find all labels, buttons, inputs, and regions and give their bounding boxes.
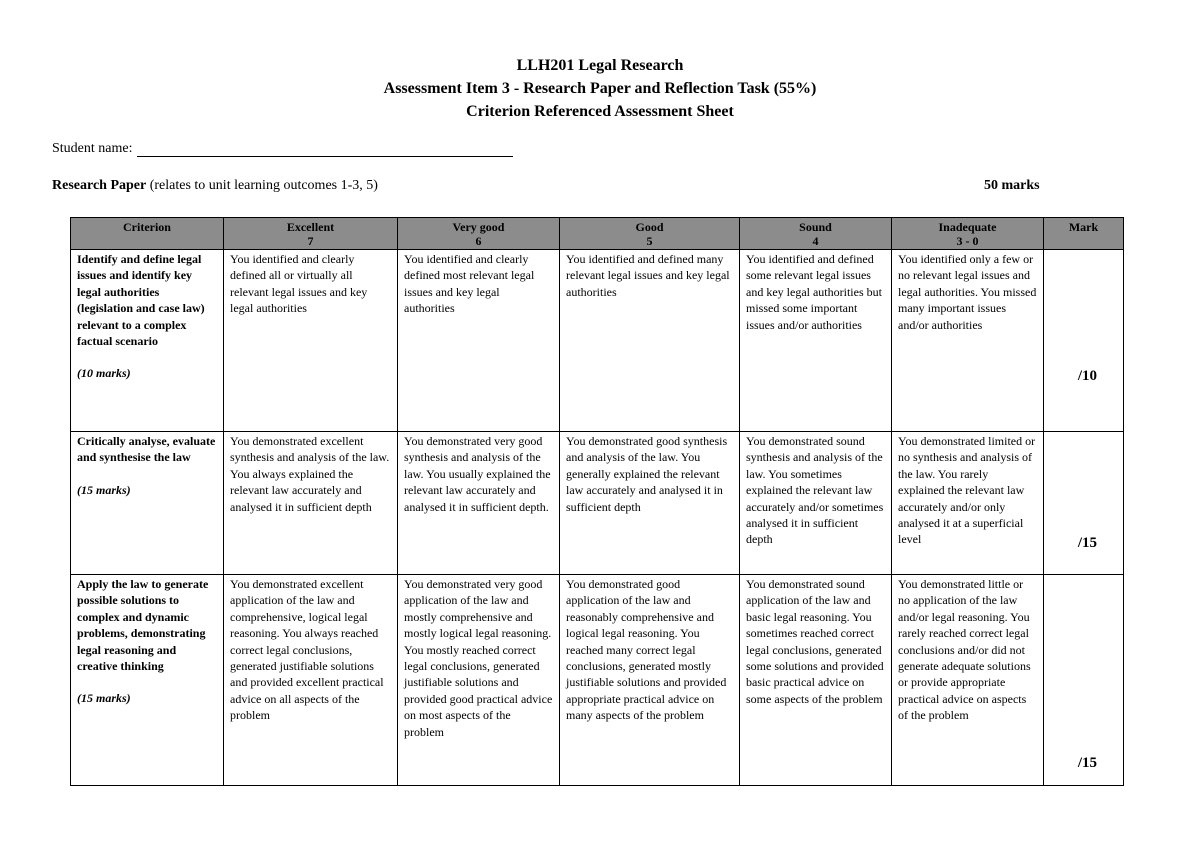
document-title xyxy=(0,54,1200,123)
excellent-cell: You demonstrated excellent synthesis and analysis of the law. You always explained the relevant law accurately and analysed it in sufficient depth xyxy=(224,432,398,575)
student-name-field xyxy=(52,141,513,157)
section-note: (relates to unit learning outcomes 1-3, 5) xyxy=(146,178,378,193)
excellent-cell: You demonstrated excellent application of the law and comprehensive, logical legal reasoning. You always reached correct legal conclusions, generated justifiable solutions and provided excellent practical advice on all aspects of the problem xyxy=(224,575,398,786)
title-line-2: Assessment Item 3 - Research Paper and Reflection Task (55%) xyxy=(383,80,817,97)
mark-cell[interactable] xyxy=(1044,575,1124,786)
mark-value: /15 xyxy=(1077,755,1097,771)
section-total-marks: 50 marks xyxy=(984,178,1040,193)
header-criterion: Criterion xyxy=(71,218,224,250)
very-good-cell: You demonstrated very good synthesis and analysis of the law. You usually explained the relevant law accurately and analysed it in sufficient depth. xyxy=(398,432,560,575)
good-cell: You identified and defined many relevant legal issues and key legal authorities xyxy=(560,250,740,432)
sound-cell: You demonstrated sound application of the law and basic legal reasoning. You sometimes reached correct legal conclusions, generated some solutions and provided basic practical advice on some aspects of the problem xyxy=(740,575,892,786)
criterion-cell: Critically analyse, evaluate and synthesise the law (15 marks) xyxy=(71,432,224,575)
table-row xyxy=(71,575,1124,786)
mark-cell[interactable] xyxy=(1044,250,1124,432)
section-heading xyxy=(52,178,378,194)
section-name: Research Paper xyxy=(52,178,147,193)
rubric-header-row xyxy=(71,218,1124,250)
header-sound: Sound 4 xyxy=(740,218,892,250)
mark-value: /15 xyxy=(1077,535,1097,551)
good-cell: You demonstrated good application of the law and reasonably comprehensive and logical legal reasoning. You reached many correct legal conclusions, generated mostly justifiable solutions and provided appropriate practical advice on many aspects of the problem xyxy=(560,575,740,786)
criterion-marks: (10 marks) xyxy=(77,366,131,381)
very-good-cell: You demonstrated very good application of the law and mostly comprehensive and mostly logical legal reasoning. You mostly reached correct legal conclusions, generated justifiable solutions and provided good practical advice on most aspects of the problem xyxy=(398,575,560,786)
inadequate-cell: You demonstrated limited or no synthesis and analysis of the law. You rarely explained the relevant law accurately and/or only analysed it at a superficial level xyxy=(892,432,1044,575)
header-mark: Mark xyxy=(1044,218,1124,250)
good-cell: You demonstrated good synthesis and analysis of the law. You generally explained the relevant law accurately and analysed it in sufficient depth xyxy=(560,432,740,575)
student-name-blank[interactable] xyxy=(137,142,513,157)
criterion-cell: Identify and define legal issues and identify key legal authorities (legislation and case law) relevant to a complex factual scenario (10 marks) xyxy=(71,250,224,432)
criterion-cell: Apply the law to generate possible solutions to complex and dynamic problems, demonstrating legal reasoning and creative thinking (15 marks) xyxy=(71,575,224,786)
header-very-good: Very good 6 xyxy=(398,218,560,250)
table-row xyxy=(71,432,1124,575)
excellent-cell: You identified and clearly defined all or virtually all relevant legal issues and key legal authorities xyxy=(224,250,398,432)
title-line-1: LLH201 Legal Research xyxy=(516,57,684,74)
inadequate-cell: You demonstrated little or no application of the law and/or legal reasoning. You rarely reached correct legal conclusions and/or did not generate adequate solutions or provide appropriate practical advice on aspects of the problem xyxy=(892,575,1044,786)
rubric-table xyxy=(70,217,1124,786)
title-line-3: Criterion Referenced Assessment Sheet xyxy=(466,103,734,120)
mark-value: /10 xyxy=(1077,368,1097,384)
sound-cell: You identified and defined some relevant legal issues and key legal authorities but missed some important issues and/or authorities xyxy=(740,250,892,432)
header-good: Good 5 xyxy=(560,218,740,250)
criterion-marks: (15 marks) xyxy=(77,482,131,497)
student-name-label: Student name: xyxy=(52,141,133,156)
inadequate-cell: You identified only a few or no relevant legal issues and legal authorities. You missed many important issues and/or authorities xyxy=(892,250,1044,432)
header-inadequate: Inadequate 3 - 0 xyxy=(892,218,1044,250)
table-row xyxy=(71,250,1124,432)
very-good-cell: You identified and clearly defined most relevant legal issues and key legal authorities xyxy=(398,250,560,432)
header-excellent: Excellent 7 xyxy=(224,218,398,250)
mark-cell[interactable] xyxy=(1044,432,1124,575)
sound-cell: You demonstrated sound synthesis and analysis of the law. You sometimes explained the relevant law accurately and/or sometimes analysed it in sufficient depth xyxy=(740,432,892,575)
criterion-marks: (15 marks) xyxy=(77,691,131,706)
